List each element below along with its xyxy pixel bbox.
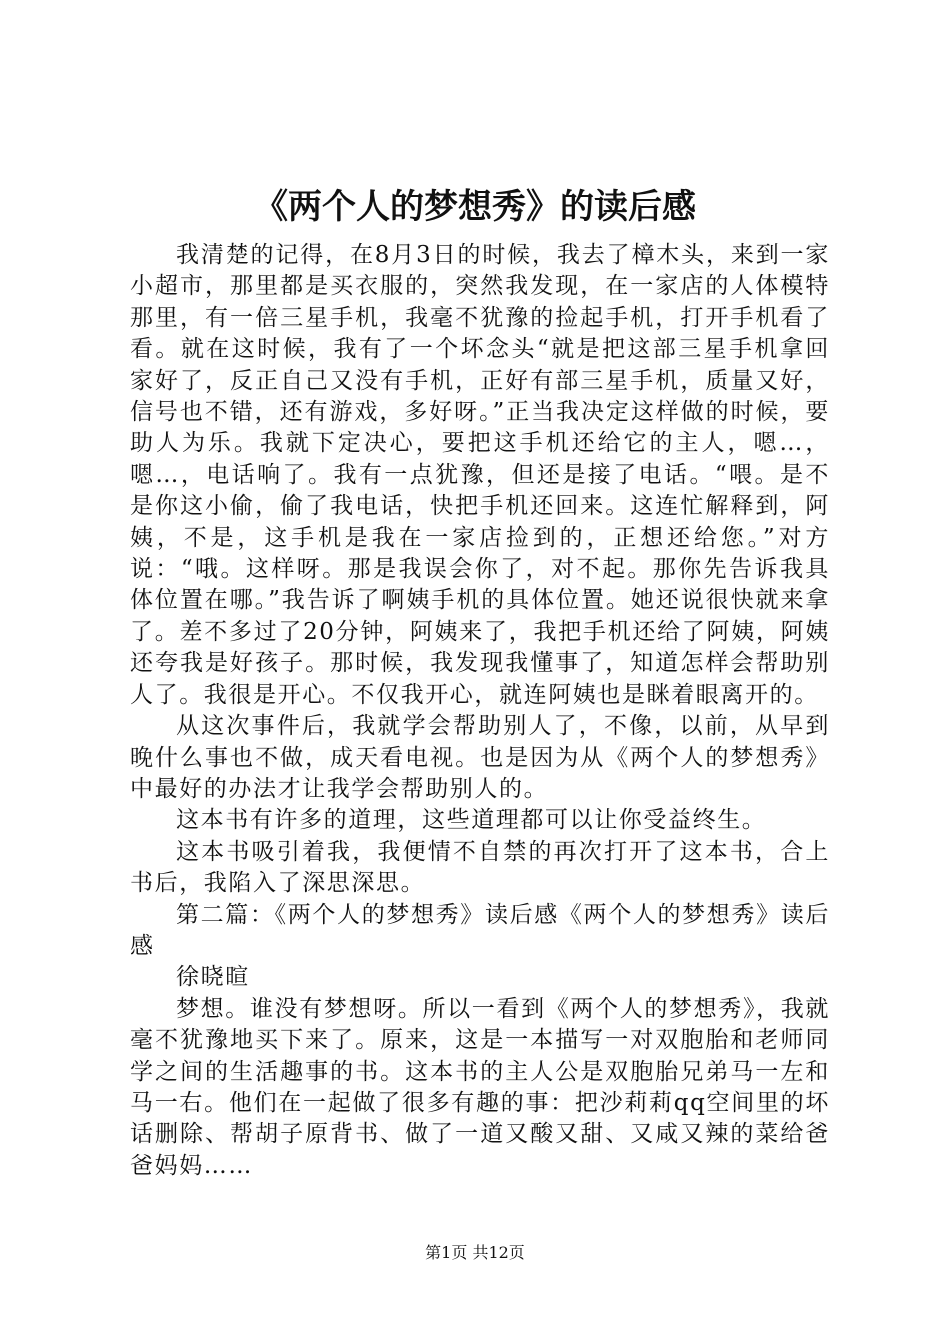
page-footer: 第1页 共12页 xyxy=(425,1243,525,1262)
paragraph: 梦想。谁没有梦想呀。所以一看到《两个人的梦想秀》，我就毫不犹豫地买下来了。原来，这是一本描写一对双胞胎和老师同学之间的生活趣事的书。这本书的主人公是双胞胎兄弟马一左和马一右。他们在一起做了很多有趣的事：把沙莉莉qq空间里的坏话删除、帮胡子原背书、做了一道又酸又甜、又咸又辣的菜给爸爸妈妈…… xyxy=(130,995,830,1179)
section-heading: 第二篇：《两个人的梦想秀》读后感《两个人的梦想秀》读后感 xyxy=(130,901,830,959)
paragraph: 这本书吸引着我，我便情不自禁的再次打开了这本书，合上书后，我陷入了深思深思。 xyxy=(130,838,830,897)
paragraph: 我清楚的记得，在8月3日的时候，我去了樟木头，来到一家小超市，那里都是买衣服的，突然我发现，在一家店的人体模特那里，有一倍三星手机，我毫不犹豫的捡起手机，打开手机看了看。就在这时候，我有了一个坏念头“就是把这部三星手机拿回家好了，反正自己又没有手机，正好有部三星手机，质量又好，信号也不错，还有游戏，多好呀。”正当我决定这样做的时候，要助人为乐。我就下定决心，要把这手机还给它的主人，嗯…，嗯…，电话响了。我有一点犹豫，但还是接了电话。“喂。是不是你这小偷，偷了我电话，快把手机还回来。这连忙解释到，阿姨，不是，这手机是我在一家店捡到的，正想还给您。”对方说：“哦。这样呀。那是我误会你了，对不起。那你先告诉我具体位置在哪。”我告诉了啊姨手机的具体位置。她还说很快就来拿了。差不多过了20分钟，阿姨来了，我把手机还给了阿姨，阿姨还夸我是好孩子。那时候，我发现我懂事了，知道怎样会帮助别人了。我很是开心。不仅我开心，就连阿姨也是眯着眼离开的。 xyxy=(130,242,830,708)
document-body xyxy=(130,240,830,1182)
paragraph: 从这次事件后，我就学会帮助别人了，不像，以前，从早到晚什么事也不做，成天看电视。也是因为从《两个人的梦想秀》中最好的办法才让我学会帮助别人的。 xyxy=(130,713,830,802)
paragraph: 这本书有许多的道理，这些道理都可以让你受益终生。 xyxy=(176,807,767,834)
author-name: 徐晓暄 xyxy=(176,964,250,991)
document-title: 《两个人的梦想秀》的读后感 xyxy=(254,187,696,227)
